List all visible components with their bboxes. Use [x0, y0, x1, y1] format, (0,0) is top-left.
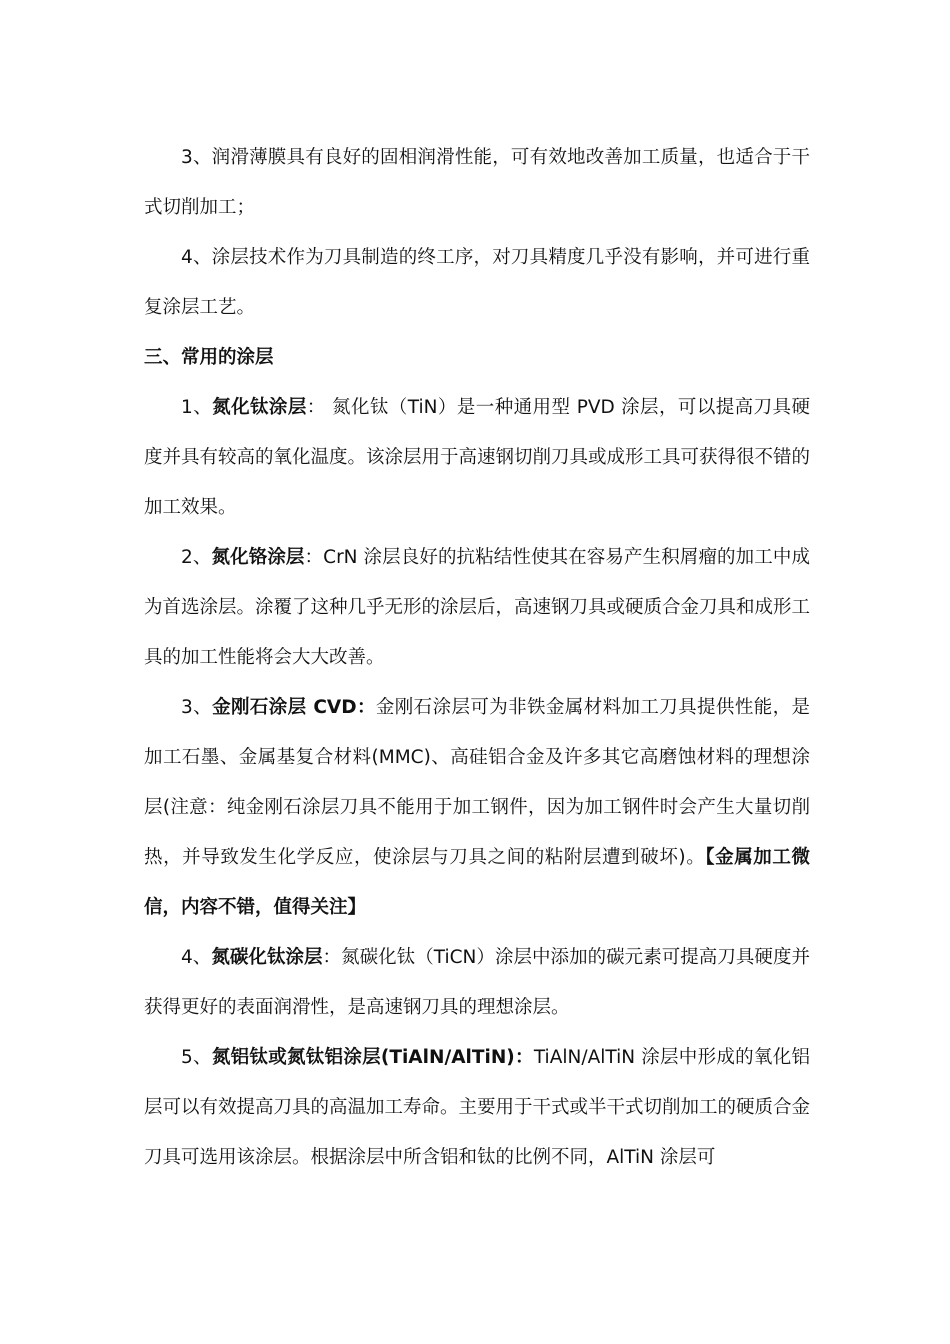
- paragraph-text: TiAlN/AlTiN 涂层中形成的氧化铝层可以有效提高刀具的高温加工寿命。主要用于干式或半干式切削加工的硬质合金刀具可选用该涂层。根据涂层中所含铝和钛的比例不同，AlTiN 涂层可: [144, 1047, 811, 1168]
- item-number: 3、: [181, 697, 213, 718]
- section-heading: 三、常用的涂层: [144, 347, 274, 368]
- paragraph-text: 3、润滑薄膜具有良好的固相润滑性能，可有效地改善加工质量，也适合于干式切削加工；: [144, 147, 810, 218]
- item-label: 金刚石涂层 CVD：: [212, 697, 376, 718]
- paragraph-text: 4、涂层技术作为刀具制造的终工序，对刀具精度几乎没有影响，并可进行重复涂层工艺。: [144, 247, 810, 318]
- paragraph-diamond-coating: [144, 683, 810, 933]
- paragraph-text: ：CrN 涂层良好的抗粘结性使其在容易产生积屑瘤的加工中成为首选涂层。涂覆了这种几乎无形的涂层后，高速钢刀具或硬质合金刀具和成形工具的加工性能将会大大改善。: [144, 547, 811, 668]
- paragraph-text: ： 氮化钛（TiN）是一种通用型 PVD 涂层，可以提高刀具硬度并具有较高的氧化温度。该涂层用于高速钢切削刀具或成形工具可获得很不错的加工效果。: [144, 397, 811, 518]
- paragraph-final-process: [144, 233, 810, 333]
- paragraph-text: 金刚石涂层可为非铁金属材料加工刀具提供性能，是加工石墨、金属基复合材料(MMC)、高硅铝合金及许多其它高磨蚀材料的理想涂层(注意：纯金刚石涂层刀具不能用于加工钢件，因为加工钢件时会产生大量切削热，并导致发生化学反应，使涂层与刀具之间的粘附层遭到破坏)。: [144, 697, 810, 868]
- item-number: 1、: [181, 397, 213, 418]
- item-number: 2、: [181, 547, 212, 568]
- item-label: 氮化钛涂层: [212, 397, 307, 418]
- item-label: 氮化铬涂层: [211, 547, 305, 568]
- paragraph-lubrication: [144, 133, 810, 233]
- paragraph-text: ：氮碳化钛（TiCN）涂层中添加的碳元素可提高刀具硬度并获得更好的表面润滑性，是高速钢刀具的理想涂层。: [144, 947, 810, 1018]
- document-page: [144, 133, 810, 1183]
- paragraph-tialn-coating: [144, 1033, 810, 1183]
- item-label: 氮碳化钛涂层: [211, 947, 323, 968]
- item-number: 5、: [181, 1047, 212, 1068]
- item-label: 氮铝钛或氮钛铝涂层(TiAlN/AlTiN)：: [211, 1047, 534, 1068]
- item-number: 4、: [181, 947, 212, 968]
- paragraph-crn-coating: [144, 533, 810, 683]
- paragraph-ticn-coating: [144, 933, 810, 1033]
- paragraph-tin-coating: [144, 383, 810, 533]
- promo-note: 【金属加工微信，内容不错，值得关注】: [144, 847, 810, 918]
